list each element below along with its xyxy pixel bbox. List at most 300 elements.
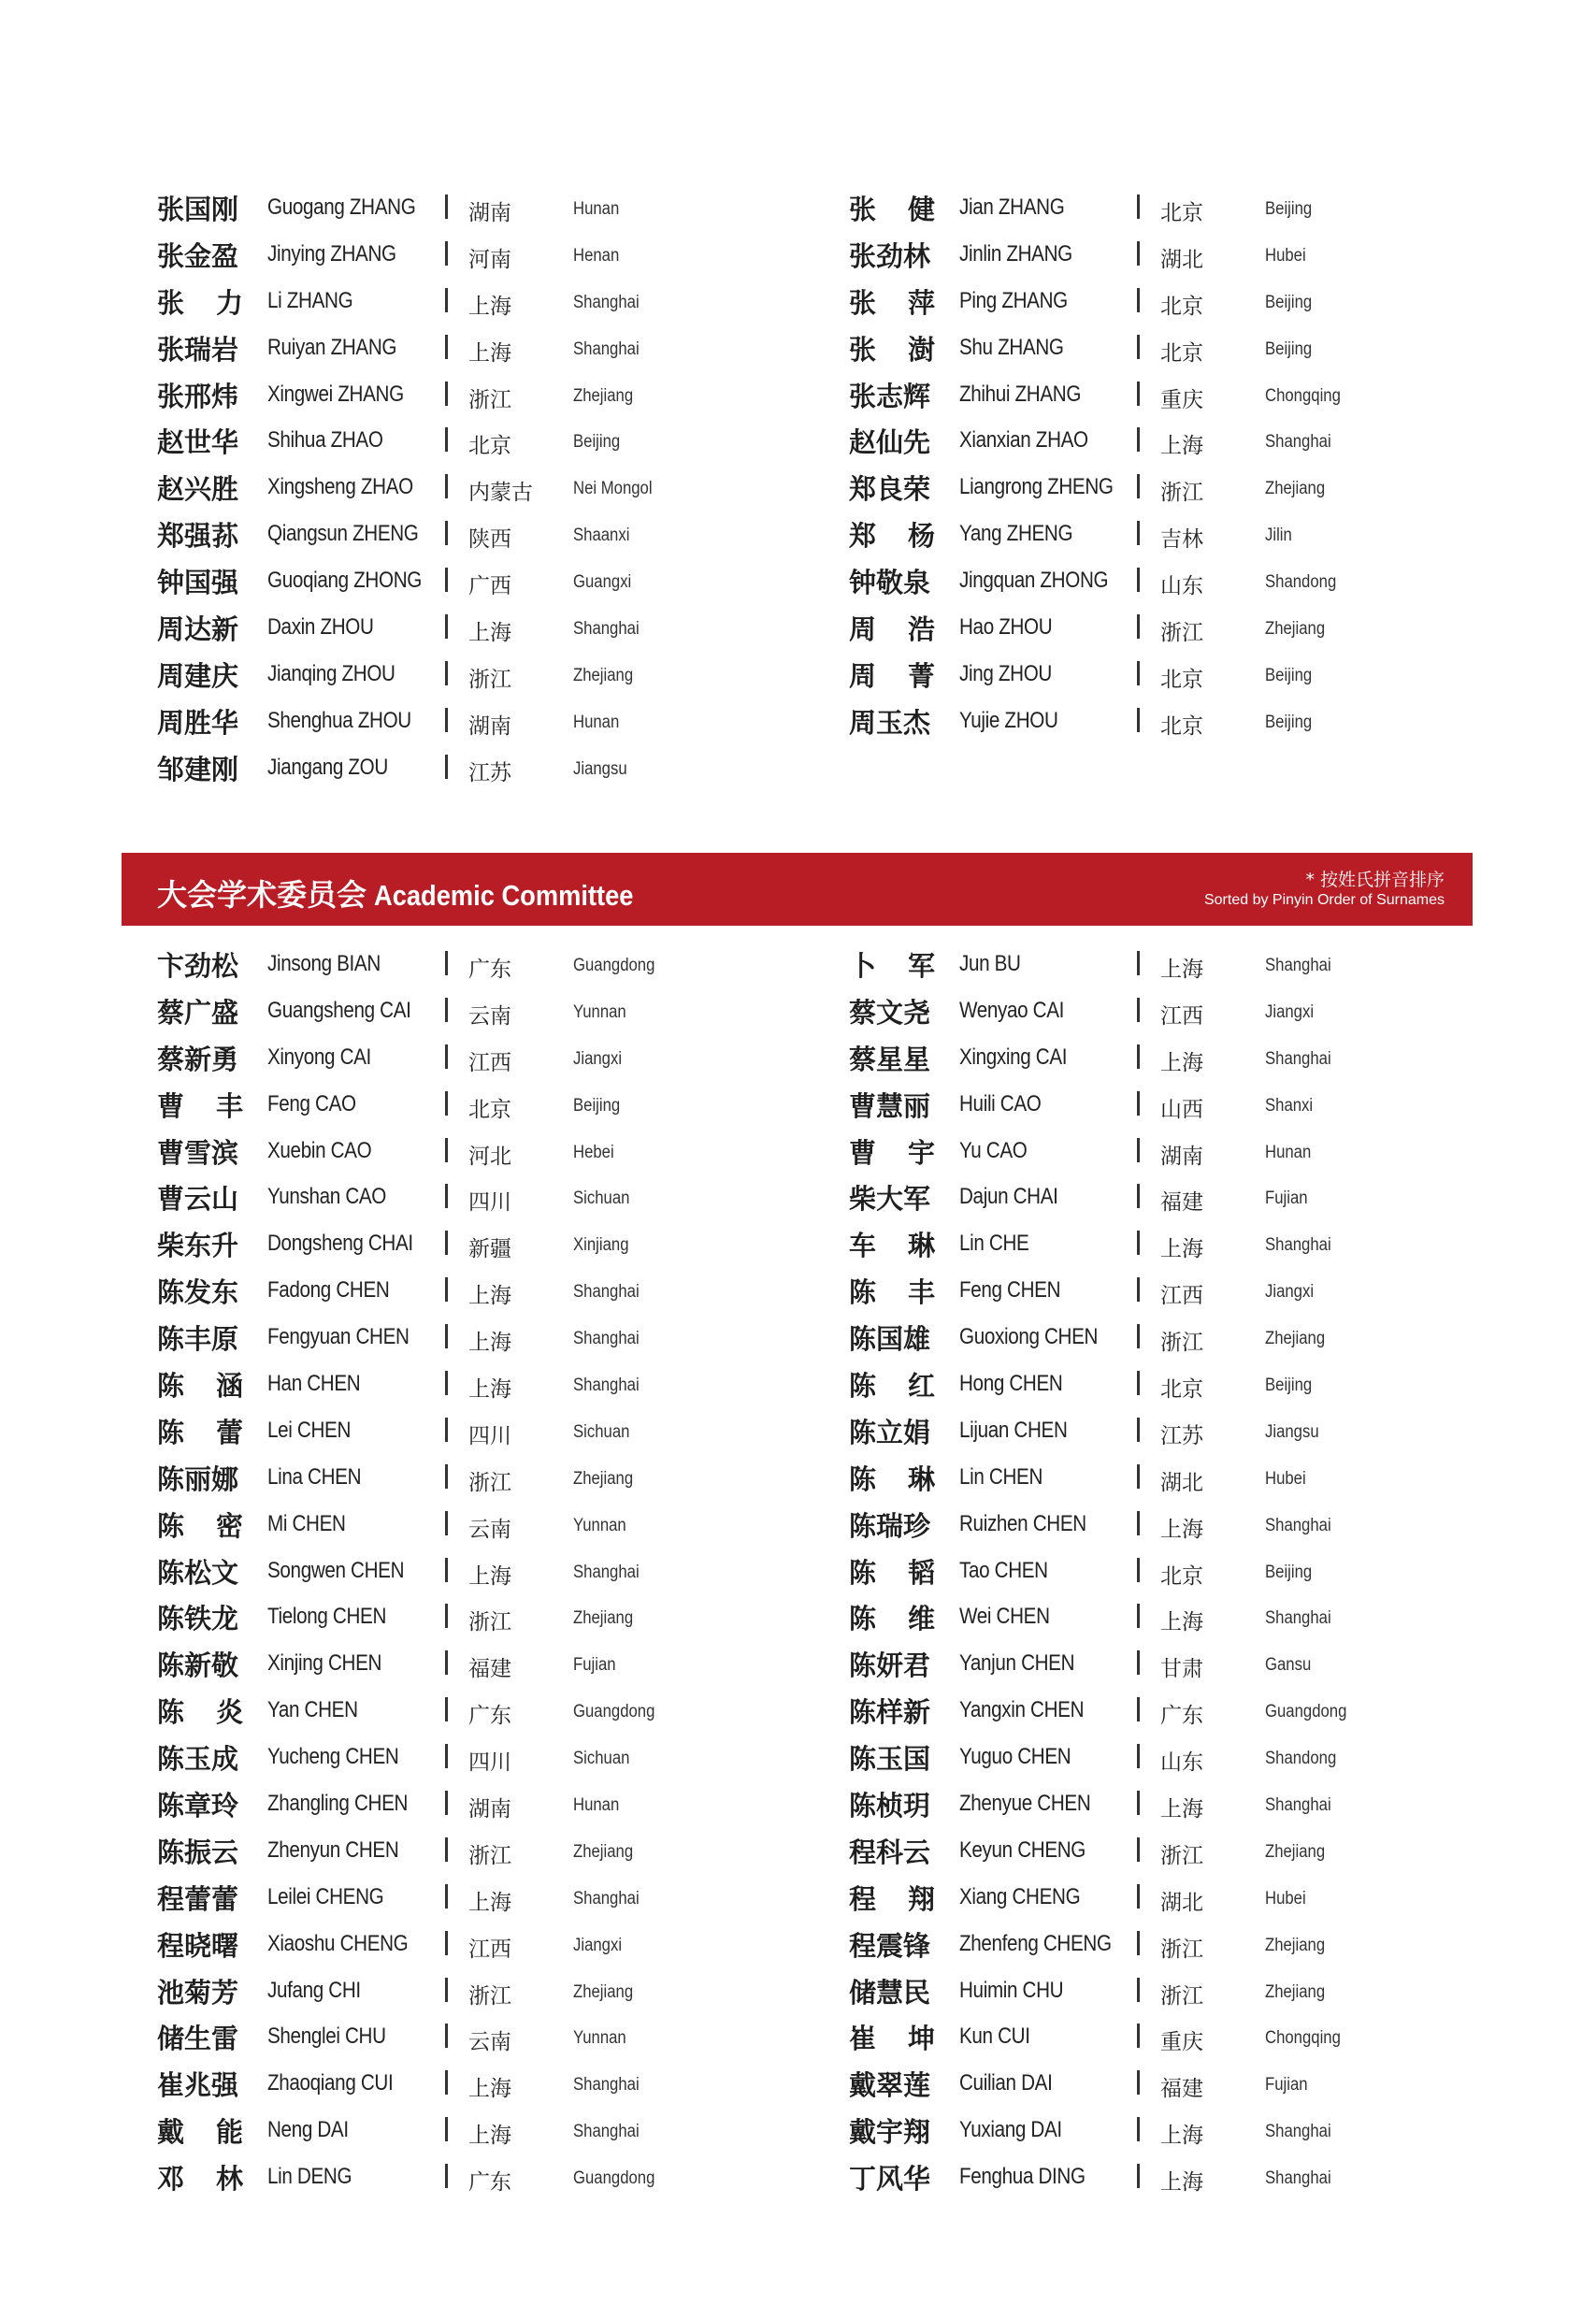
member-name-cn: 邓林 <box>157 2163 276 2196</box>
member-name-cn: 曹宇 <box>849 1136 968 1169</box>
list1-right-column <box>849 187 1541 747</box>
member-row <box>849 1596 1541 1643</box>
member-province-en: Shanghai <box>573 2122 640 2142</box>
separator-bar <box>1137 1277 1140 1302</box>
member-name-cn: 曹云山 <box>157 1183 239 1216</box>
member-province-cn: 广东 <box>468 958 511 982</box>
member-row <box>157 1877 849 1923</box>
member-province-en: Hubei <box>1265 1888 1306 1908</box>
separator-bar <box>1137 1418 1140 1442</box>
separator-bar <box>445 1837 448 1862</box>
member-province-en: Beijing <box>1265 1562 1313 1582</box>
member-province-cn: 上海 <box>1160 1050 1203 1075</box>
separator-bar <box>445 951 448 975</box>
member-name-en: Yujie ZHOU <box>959 707 1058 733</box>
member-name-en: Xinyong CAI <box>267 1044 371 1070</box>
member-province-en: Yunnan <box>573 2028 626 2049</box>
member-name-cn: 蔡文尧 <box>849 996 931 1029</box>
member-name-cn: 陈丰 <box>849 1276 968 1309</box>
member-province-en: Shanghai <box>1265 432 1331 453</box>
separator-bar <box>1137 1650 1140 1675</box>
member-province-en: Sichuan <box>573 1749 630 1769</box>
member-row <box>849 234 1541 281</box>
member-name-cn: 储慧民 <box>849 1976 931 2009</box>
member-row <box>849 187 1541 234</box>
member-name-cn: 陈松文 <box>157 1556 239 1589</box>
member-province-en: Sichuan <box>573 1188 630 1209</box>
member-province-cn: 上海 <box>468 1331 511 1356</box>
member-province-en: Shanghai <box>573 619 640 640</box>
member-row <box>849 2063 1541 2110</box>
member-province-cn: 湖南 <box>1160 1144 1203 1169</box>
member-row <box>849 1877 1541 1923</box>
member-name-en: Kun CUI <box>959 2024 1030 2050</box>
member-province-en: Henan <box>573 245 620 266</box>
member-row <box>849 1550 1541 1597</box>
member-row <box>157 1457 849 1504</box>
member-name-en: Mi CHEN <box>267 1510 346 1536</box>
member-province-cn: 四川 <box>468 1190 511 1216</box>
member-province-cn: 湖南 <box>468 713 511 739</box>
member-name-cn: 郑良荣 <box>849 473 931 506</box>
member-name-en: Jun BU <box>959 951 1021 976</box>
member-row <box>849 2110 1541 2156</box>
separator-bar <box>1137 568 1140 592</box>
member-row <box>157 943 849 990</box>
member-name-cn: 张志辉 <box>849 380 931 412</box>
member-province-en: Zhejiang <box>573 1608 634 1629</box>
member-province-en: Hunan <box>573 712 620 732</box>
member-name-cn: 蔡新勇 <box>157 1043 239 1075</box>
member-province-en: Jiangxi <box>1265 1001 1315 1022</box>
member-province-cn: 山东 <box>1160 574 1203 599</box>
member-row <box>157 1317 849 1363</box>
academic-committee-banner <box>122 853 1473 926</box>
member-name-en: Ruiyan ZHANG <box>267 334 397 360</box>
member-name-cn: 陈国雄 <box>849 1323 931 1356</box>
separator-bar <box>1137 1697 1140 1721</box>
member-province-cn: 新疆 <box>468 1237 511 1262</box>
member-province-en: Hunan <box>573 199 620 219</box>
member-province-cn: 广东 <box>468 2170 511 2196</box>
member-row <box>849 281 1541 327</box>
member-province-en: Fujian <box>1265 1188 1308 1209</box>
member-province-en: Zhejiang <box>1265 479 1326 499</box>
member-name-en: Jinlin ZHANG <box>959 240 1072 266</box>
member-name-cn: 张邢炜 <box>157 380 239 412</box>
member-province-en: Shanghai <box>1265 1235 1331 1256</box>
member-name-en: Hao ZHOU <box>959 614 1053 641</box>
separator-bar <box>445 1697 448 1721</box>
member-name-en: Wei CHEN <box>959 1604 1050 1630</box>
member-name-cn: 陈丰原 <box>157 1323 239 1356</box>
member-name-cn: 陈红 <box>849 1370 968 1403</box>
member-row <box>157 2156 849 2203</box>
member-name-en: Xuebin CAO <box>267 1137 372 1163</box>
separator-bar <box>1137 708 1140 732</box>
separator-bar <box>445 1277 448 1302</box>
member-row <box>157 1643 849 1690</box>
member-province-en: Zhejiang <box>573 665 634 685</box>
member-province-en: Xinjiang <box>573 1235 629 1256</box>
member-name-en: Ping ZHANG <box>959 287 1068 313</box>
member-name-en: Wenyao CAI <box>959 997 1065 1023</box>
member-name-cn: 蔡星星 <box>849 1043 931 1075</box>
member-row <box>849 420 1541 467</box>
separator-bar <box>445 335 448 359</box>
member-name-en: Xingwei ZHANG <box>267 381 404 407</box>
member-row <box>157 467 849 513</box>
member-province-cn: 广西 <box>468 574 511 599</box>
member-row <box>157 747 849 794</box>
separator-bar <box>1137 2117 1140 2141</box>
member-name-en: Jinsong BIAN <box>267 951 381 976</box>
member-name-en: Fengyuan CHEN <box>267 1324 410 1350</box>
member-province-cn: 福建 <box>468 1657 511 1682</box>
member-province-cn: 北京 <box>468 434 511 459</box>
member-name-en: Zhangling CHEN <box>267 1791 409 1817</box>
member-name-en: Qiangsun ZHENG <box>267 521 419 547</box>
member-row <box>157 1690 849 1736</box>
member-name-en: Zhenyue CHEN <box>959 1791 1091 1817</box>
separator-bar <box>1137 1978 1140 2002</box>
member-name-en: Jing ZHOU <box>959 660 1052 686</box>
banner-sort-note-en: Sorted by Pinyin Order of Surnames <box>1203 892 1445 908</box>
separator-bar <box>445 1418 448 1442</box>
member-province-cn: 浙江 <box>1160 1843 1203 1868</box>
member-province-en: Yunnan <box>573 1001 626 1022</box>
member-row <box>157 1550 849 1597</box>
member-province-cn: 浙江 <box>468 1983 511 2009</box>
member-province-en: Chongqing <box>1265 385 1341 406</box>
member-name-cn: 张金盈 <box>157 239 239 272</box>
separator-bar <box>1137 1511 1140 1535</box>
member-province-en: Shanghai <box>573 1562 640 1582</box>
separator-bar <box>1137 614 1140 639</box>
member-province-cn: 上海 <box>1160 1517 1203 1542</box>
member-province-cn: 浙江 <box>1160 481 1203 506</box>
separator-bar <box>445 1324 448 1348</box>
separator-bar <box>445 1044 448 1069</box>
member-name-en: Ruizhen CHEN <box>959 1510 1086 1536</box>
member-row <box>849 1830 1541 1877</box>
member-province-cn: 北京 <box>1160 201 1203 225</box>
separator-bar <box>1137 1371 1140 1395</box>
member-name-cn: 戴能 <box>157 2116 276 2149</box>
separator-bar <box>445 1231 448 1255</box>
member-name-en: Jian ZHANG <box>959 194 1065 220</box>
member-name-en: Daxin ZHOU <box>267 614 374 641</box>
member-name-en: Neng DAI <box>267 2117 349 2143</box>
member-row <box>157 654 849 700</box>
separator-bar <box>445 288 448 312</box>
member-province-en: Hunan <box>573 1795 620 1816</box>
member-row <box>157 2110 849 2156</box>
member-province-en: Shanghai <box>573 338 640 359</box>
separator-bar <box>445 1791 448 1815</box>
member-name-en: Lei CHEN <box>267 1417 352 1443</box>
separator-bar <box>1137 2024 1140 2048</box>
member-name-cn: 周菁 <box>849 659 968 692</box>
member-province-en: Guangdong <box>573 956 655 975</box>
member-province-cn: 四川 <box>468 1750 511 1776</box>
separator-bar <box>445 1558 448 1582</box>
member-name-cn: 丁风华 <box>849 2163 931 2196</box>
member-row <box>849 1410 1541 1457</box>
member-name-en: Zhenyun CHEN <box>267 1836 399 1863</box>
member-row <box>157 1923 849 1970</box>
member-province-en: Shanghai <box>573 292 640 312</box>
banner-title-cn: 大会学术委员会 <box>157 877 367 913</box>
member-name-cn: 陈蕾 <box>157 1416 276 1448</box>
member-province-cn: 上海 <box>468 1377 511 1403</box>
member-name-en: Xiang CHENG <box>959 1883 1081 1909</box>
separator-bar <box>445 382 448 406</box>
member-province-cn: 河北 <box>468 1144 511 1169</box>
member-name-cn: 陈新敬 <box>157 1649 239 1682</box>
member-province-cn: 浙江 <box>468 387 511 412</box>
member-name-en: Liangrong ZHENG <box>959 474 1114 500</box>
member-name-cn: 张瑞岩 <box>157 333 239 366</box>
member-row <box>849 560 1541 607</box>
member-name-cn: 陈琳 <box>849 1462 968 1495</box>
member-name-en: Jianqing ZHOU <box>267 660 395 686</box>
separator-bar <box>445 708 448 732</box>
member-province-cn: 重庆 <box>1160 387 1203 412</box>
member-name-cn: 戴翠莲 <box>849 2069 931 2102</box>
member-name-cn: 陈立娟 <box>849 1416 931 1448</box>
member-province-cn: 云南 <box>468 1003 511 1029</box>
member-name-en: Yuguo CHEN <box>959 1744 1071 1770</box>
member-province-en: Zhejiang <box>573 1981 634 2002</box>
member-name-en: Songwen CHEN <box>267 1557 405 1583</box>
separator-bar <box>1137 521 1140 545</box>
member-province-en: Beijing <box>1265 665 1313 685</box>
member-province-en: Zhejiang <box>573 1841 634 1862</box>
member-name-en: Lin CHEN <box>959 1463 1043 1490</box>
member-name-cn: 车琳 <box>849 1230 968 1262</box>
member-row <box>157 1783 849 1830</box>
member-name-cn: 陈发东 <box>157 1276 239 1309</box>
member-province-en: Shanghai <box>1265 1795 1331 1816</box>
list1-left-column <box>157 187 849 794</box>
member-province-en: Sichuan <box>573 1421 630 1442</box>
member-name-cn: 陈铁龙 <box>157 1603 239 1635</box>
member-name-cn: 郑强荪 <box>157 520 239 553</box>
member-name-cn: 储生雷 <box>157 2023 239 2055</box>
separator-bar <box>1137 998 1140 1022</box>
member-name-en: Han CHEN <box>267 1371 361 1397</box>
member-province-en: Fujian <box>1265 2075 1308 2096</box>
member-province-cn: 浙江 <box>1160 1983 1203 2009</box>
separator-bar <box>1137 1138 1140 1162</box>
member-row <box>157 513 849 560</box>
member-province-en: Shanghai <box>573 2075 640 2096</box>
separator-bar <box>1137 1837 1140 1862</box>
member-province-en: Shanghai <box>1265 1048 1331 1069</box>
member-row <box>157 1504 849 1550</box>
banner-title <box>157 871 669 915</box>
member-row <box>157 1363 849 1410</box>
member-name-cn: 崔兆强 <box>157 2069 239 2102</box>
member-province-cn: 上海 <box>1160 1610 1203 1635</box>
separator-bar <box>445 521 448 545</box>
member-province-en: Zhejiang <box>1265 619 1326 640</box>
member-name-en: Yu CAO <box>959 1137 1028 1163</box>
separator-bar <box>445 427 448 452</box>
member-province-cn: 北京 <box>1160 1377 1203 1403</box>
member-name-en: Guoxiong CHEN <box>959 1324 1099 1350</box>
member-row <box>157 1830 849 1877</box>
member-name-cn: 钟敬泉 <box>849 567 931 599</box>
member-name-cn: 曹慧丽 <box>849 1089 931 1122</box>
member-row <box>157 281 849 327</box>
member-name-en: Keyun CHENG <box>959 1836 1086 1863</box>
member-province-cn: 江西 <box>468 1937 511 1962</box>
separator-bar <box>445 661 448 685</box>
member-province-cn: 湖北 <box>1160 1470 1203 1495</box>
member-row <box>849 1504 1541 1550</box>
member-province-cn: 浙江 <box>1160 1937 1203 1962</box>
member-province-en: Jiangxi <box>573 1048 623 1069</box>
member-name-cn: 池菊芳 <box>157 1976 239 2009</box>
member-name-en: Xingxing CAI <box>959 1044 1068 1070</box>
member-province-en: Shanxi <box>1265 1095 1314 1116</box>
member-province-cn: 湖南 <box>468 1797 511 1822</box>
member-name-en: Shenglei CHU <box>267 2024 386 2050</box>
member-name-cn: 周达新 <box>157 613 239 646</box>
member-name-cn: 程翔 <box>849 1882 968 1915</box>
separator-bar <box>445 1978 448 2002</box>
member-province-cn: 重庆 <box>1160 2030 1203 2055</box>
member-row <box>849 2016 1541 2063</box>
member-name-cn: 卜军 <box>849 950 968 982</box>
member-name-en: Yangxin CHEN <box>959 1697 1085 1723</box>
member-province-en: Guangxi <box>573 572 632 593</box>
member-province-cn: 福建 <box>1160 2077 1203 2102</box>
separator-bar <box>1137 1184 1140 1208</box>
member-name-en: Guoqiang ZHONG <box>267 568 422 594</box>
separator-bar <box>1137 1884 1140 1908</box>
member-name-en: Fenghua DING <box>959 2164 1086 2190</box>
member-name-en: Shu ZHANG <box>959 334 1064 360</box>
separator-bar <box>445 1511 448 1535</box>
member-name-en: Tielong CHEN <box>267 1604 387 1630</box>
member-province-en: Shandong <box>1265 572 1337 593</box>
member-name-en: Cuilian DAI <box>959 2070 1053 2096</box>
member-name-cn: 陈妍君 <box>849 1649 931 1682</box>
member-name-en: Yanjun CHEN <box>959 1650 1075 1677</box>
member-name-en: Feng CHEN <box>959 1277 1061 1304</box>
member-name-cn: 赵仙先 <box>849 426 931 459</box>
separator-bar <box>445 1464 448 1489</box>
member-province-cn: 吉林 <box>1160 527 1203 553</box>
member-name-en: Huili CAO <box>959 1090 1042 1116</box>
separator-bar <box>1137 288 1140 312</box>
separator-bar <box>1137 1231 1140 1255</box>
member-province-cn: 山东 <box>1160 1750 1203 1776</box>
member-name-en: Guogang ZHANG <box>267 194 416 220</box>
separator-bar <box>1137 1558 1140 1582</box>
member-province-cn: 江西 <box>1160 1284 1203 1309</box>
member-name-en: Jufang CHI <box>267 1977 361 2003</box>
list2-left-column <box>157 943 849 2203</box>
separator-bar <box>1137 194 1140 219</box>
member-province-cn: 广东 <box>1160 1704 1203 1729</box>
member-province-en: Fujian <box>573 1655 616 1676</box>
member-province-en: Shanghai <box>1265 1608 1331 1629</box>
member-row <box>157 607 849 654</box>
separator-bar <box>445 1091 448 1116</box>
member-province-en: Hubei <box>1265 1468 1306 1489</box>
separator-bar <box>445 2117 448 2141</box>
member-province-cn: 江苏 <box>468 760 511 785</box>
separator-bar <box>445 2024 448 2048</box>
member-row <box>157 990 849 1037</box>
member-province-en: Beijing <box>1265 292 1313 312</box>
member-name-en: Lin DENG <box>267 2164 352 2190</box>
separator-bar <box>445 1884 448 1908</box>
member-province-en: Shanghai <box>1265 1515 1331 1535</box>
member-row <box>157 1176 849 1223</box>
separator-bar <box>445 1650 448 1675</box>
member-name-cn: 陈章玲 <box>157 1790 239 1822</box>
member-row <box>849 1084 1541 1131</box>
member-row <box>157 1410 849 1457</box>
member-province-cn: 上海 <box>468 2077 511 2102</box>
member-province-cn: 甘肃 <box>1160 1657 1203 1682</box>
member-row <box>849 1317 1541 1363</box>
member-row <box>157 1270 849 1317</box>
member-province-en: Yunnan <box>573 1515 626 1535</box>
separator-bar <box>445 241 448 266</box>
member-row <box>157 1037 849 1084</box>
member-province-en: Shanghai <box>573 1376 640 1396</box>
member-province-cn: 北京 <box>1160 1563 1203 1589</box>
member-province-cn: 上海 <box>468 340 511 366</box>
member-row <box>849 513 1541 560</box>
member-name-cn: 陈维 <box>849 1603 968 1635</box>
member-name-cn: 曹丰 <box>157 1089 276 1122</box>
member-name-cn: 赵世华 <box>157 426 239 459</box>
member-province-cn: 江西 <box>1160 1003 1203 1029</box>
member-name-cn: 柴大军 <box>849 1183 931 1216</box>
separator-bar <box>1137 1931 1140 1955</box>
separator-bar <box>1137 474 1140 498</box>
separator-bar <box>445 568 448 592</box>
separator-bar <box>445 1138 448 1162</box>
member-province-en: Guangdong <box>573 2168 655 2189</box>
member-province-cn: 广东 <box>468 1704 511 1729</box>
separator-bar <box>1137 241 1140 266</box>
member-row <box>849 1363 1541 1410</box>
member-name-cn: 钟国强 <box>157 567 239 599</box>
member-row <box>849 1176 1541 1223</box>
member-province-cn: 江西 <box>468 1050 511 1075</box>
member-row <box>849 654 1541 700</box>
member-province-cn: 上海 <box>1160 2170 1203 2196</box>
separator-bar <box>445 1744 448 1768</box>
separator-bar <box>445 2164 448 2188</box>
member-name-en: Yang ZHENG <box>959 521 1073 547</box>
member-name-cn: 陈韬 <box>849 1556 968 1589</box>
member-province-cn: 上海 <box>468 294 511 319</box>
member-name-cn: 邹建刚 <box>157 753 239 785</box>
member-name-en: Shihua ZHAO <box>267 427 383 454</box>
member-name-en: Leilei CHENG <box>267 1883 384 1909</box>
separator-bar <box>445 1931 448 1955</box>
member-province-cn: 北京 <box>1160 713 1203 739</box>
